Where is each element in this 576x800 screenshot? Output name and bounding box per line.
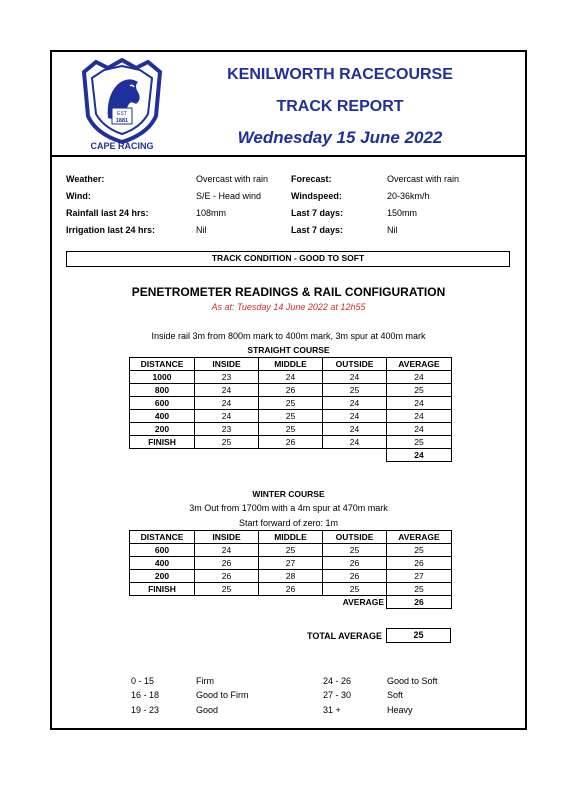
cell-outside: 24 (323, 397, 387, 410)
scale-label: Good to Soft (387, 676, 438, 686)
rainfall-last7-label: Last 7 days: (291, 208, 344, 218)
table-row (130, 410, 452, 423)
scale-range: 16 - 18 (131, 690, 160, 700)
track-condition-banner: TRACK CONDITION - GOOD TO SOFT (66, 251, 510, 267)
blank-cell (259, 596, 323, 609)
average-row (130, 596, 452, 609)
cell-distance: FINISH (130, 583, 195, 596)
header-middle: MIDDLE (259, 531, 323, 544)
table-row (130, 371, 452, 384)
scale-range: 27 - 30 (323, 690, 352, 700)
venue-title: KENILWORTH RACECOURSE (227, 66, 453, 83)
header-divider (52, 155, 525, 157)
cell-outside: 25 (323, 583, 387, 596)
cell-outside: 24 (323, 371, 387, 384)
cell-average: 26 (387, 557, 452, 570)
scale-label: Firm (196, 676, 214, 686)
table-row (130, 583, 452, 596)
cell-middle: 24 (259, 371, 323, 384)
cell-outside: 26 (323, 557, 387, 570)
cell-distance: 200 (130, 570, 195, 583)
cell-outside: 24 (323, 423, 387, 436)
cell-inside: 24 (195, 410, 259, 423)
header-middle: MIDDLE (259, 358, 323, 371)
cell-average: 25 (387, 583, 452, 596)
cell-average: 24 (387, 371, 452, 384)
cape-racing-logo (78, 56, 166, 152)
cell-middle: 28 (259, 570, 323, 583)
average-row (130, 449, 452, 462)
wind-value: S/E - Head wind (196, 191, 262, 201)
cell-distance: 600 (130, 397, 195, 410)
weather-label: Weather: (66, 174, 105, 184)
cell-inside: 25 (195, 436, 259, 449)
cell-inside: 24 (195, 397, 259, 410)
cell-distance: 1000 (130, 371, 195, 384)
header-inside: INSIDE (195, 358, 259, 371)
irrigation-last7-label: Last 7 days: (291, 225, 344, 235)
table-header-row (130, 531, 452, 544)
scale-range: 0 - 15 (131, 676, 155, 686)
cell-average: 24 (387, 423, 452, 436)
section-title: PENETROMETER READINGS & RAIL CONFIGURATION (131, 285, 446, 299)
logo-brand-text: CAPE RACING (90, 141, 154, 151)
cell-outside: 25 (323, 384, 387, 397)
cell-average: 25 (387, 384, 452, 397)
cell-average: 25 (387, 436, 452, 449)
as-at-timestamp: As at: Tuesday 14 June 2022 at 12h55 (211, 302, 366, 312)
logo-est-year: 1881 (115, 118, 129, 124)
total-average-value: 25 (386, 628, 451, 643)
scale-range: 24 - 26 (323, 676, 352, 686)
cell-average: 24 (387, 397, 452, 410)
table-row (130, 570, 452, 583)
windspeed-value: 20-36km/h (387, 191, 430, 201)
wind-label: Wind: (66, 191, 91, 201)
cell-middle: 26 (259, 436, 323, 449)
cell-distance: 400 (130, 557, 195, 570)
blank-cell (259, 449, 323, 462)
blank-cell (195, 596, 259, 609)
blank-cell (130, 596, 195, 609)
weather-value: Overcast with rain (196, 174, 269, 184)
cell-inside: 24 (195, 544, 259, 557)
scale-label: Good to Firm (196, 690, 249, 700)
rainfall-value: 108mm (196, 208, 227, 218)
winter-average-label: AVERAGE (342, 597, 384, 608)
cell-middle: 26 (259, 583, 323, 596)
blank-cell (323, 449, 387, 462)
cell-middle: 27 (259, 557, 323, 570)
header-inside: INSIDE (195, 531, 259, 544)
cell-middle: 25 (259, 544, 323, 557)
total-average-label: TOTAL AVERAGE (306, 631, 382, 641)
header-distance: DISTANCE (130, 358, 195, 371)
irrigation-label: Irrigation last 24 hrs: (66, 225, 156, 235)
cell-middle: 25 (259, 397, 323, 410)
winter-course-title: WINTER COURSE (252, 489, 325, 499)
cell-outside: 25 (323, 544, 387, 557)
table-row (130, 544, 452, 557)
cell-average: 24 (387, 410, 452, 423)
report-title: TRACK REPORT (276, 98, 404, 115)
horse-head-shield-icon (78, 56, 166, 152)
header-outside: OUTSIDE (323, 531, 387, 544)
straight-rail-note: Inside rail 3m from 800m mark to 400m mark, 3m spur at 400m mark (151, 331, 426, 341)
cell-outside: 26 (323, 570, 387, 583)
forecast-label: Forecast: (291, 174, 332, 184)
blank-cell (130, 449, 195, 462)
cell-inside: 26 (195, 557, 259, 570)
cell-average: 25 (387, 544, 452, 557)
table-row (130, 384, 452, 397)
scale-range: 31 + (323, 705, 341, 715)
straight-course-title: STRAIGHT COURSE (247, 345, 330, 355)
header-average: AVERAGE (387, 358, 452, 371)
blank-cell (195, 449, 259, 462)
table-row (130, 557, 452, 570)
cell-outside: 24 (323, 436, 387, 449)
straight-average-value: 24 (387, 449, 452, 462)
header-distance: DISTANCE (130, 531, 195, 544)
straight-course-table (129, 357, 452, 462)
table-header-row (130, 358, 452, 371)
table-row (130, 436, 452, 449)
cell-distance: 800 (130, 384, 195, 397)
header-outside: OUTSIDE (323, 358, 387, 371)
scale-label: Soft (387, 690, 404, 700)
cell-inside: 25 (195, 583, 259, 596)
table-row (130, 397, 452, 410)
cell-middle: 26 (259, 384, 323, 397)
winter-rail-note: 3m Out from 1700m with a 4m spur at 470m mark (189, 503, 388, 513)
cell-middle: 25 (259, 423, 323, 436)
report-date: Wednesday 15 June 2022 (237, 128, 443, 147)
cell-distance: 200 (130, 423, 195, 436)
windspeed-label: Windspeed: (291, 191, 342, 201)
logo-est-label: EST (117, 111, 127, 117)
cell-inside: 23 (195, 371, 259, 384)
table-row (130, 423, 452, 436)
cell-distance: FINISH (130, 436, 195, 449)
winter-average-value: 26 (387, 596, 452, 609)
scale-label: Heavy (387, 705, 413, 715)
cell-inside: 23 (195, 423, 259, 436)
irrigation-last7-value: Nil (387, 225, 398, 235)
scale-label: Good (196, 705, 219, 715)
winter-course-table (129, 530, 452, 609)
cell-inside: 24 (195, 384, 259, 397)
cell-average: 27 (387, 570, 452, 583)
winter-start-note: Start forward of zero: 1m (238, 518, 339, 528)
irrigation-value: Nil (196, 225, 207, 235)
cell-distance: 600 (130, 544, 195, 557)
rainfall-label: Rainfall last 24 hrs: (66, 208, 149, 218)
scale-range: 19 - 23 (131, 705, 160, 715)
cell-distance: 400 (130, 410, 195, 423)
cell-middle: 25 (259, 410, 323, 423)
cell-outside: 24 (323, 410, 387, 423)
rainfall-last7-value: 150mm (387, 208, 418, 218)
cell-inside: 26 (195, 570, 259, 583)
header-average: AVERAGE (387, 531, 452, 544)
forecast-value: Overcast with rain (387, 174, 460, 184)
